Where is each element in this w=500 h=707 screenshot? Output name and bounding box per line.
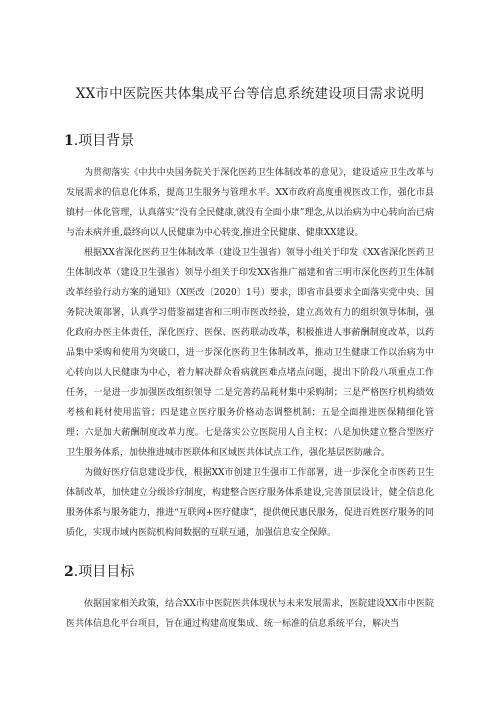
- paragraph: 依据国家相关政策，结合XX市中医院医共体现状与未来发展需求，医院建设XX市中医院医共体信息化平台项目，旨在通过构建高度集成、统一标准的信息系统平台，解决当: [66, 599, 434, 629]
- paragraph: 为贯彻落实《中共中央国务院关于深化医药卫生体制改革的意见》，建设适应卫生改革与发展需求的信息化体系，提高卫生服务与管理水平。XX市政府高度重视医改工作，强化市县镇村一体化管理，认真落实“没有全民健康,就没有全面小康”理念,从以治病为中心转向治已病与治未病并重,最终向以人民健康为中心转变,推进全民健康、健康XX建设。: [66, 168, 434, 238]
- section-heading: [62, 561, 438, 581]
- section-number: 1: [64, 133, 74, 149]
- section-goals: [62, 561, 438, 634]
- section-number: 2: [64, 564, 74, 580]
- section-title: .项目目标: [73, 564, 135, 580]
- document-title: XX市中医院医共体集成平台等信息系统建设项目需求说明: [75, 86, 425, 102]
- section-title: .项目背景: [73, 133, 135, 149]
- section-heading: [62, 130, 438, 150]
- section-background: [62, 130, 438, 543]
- paragraph: 为做好医疗信息建设步伐，根据XX市创建卫生强市工作部署，进一步深化全市医药卫生体制改革，加快建立分级诊疗制度，构建整合医疗服务体系建设,完善顶层设计，健全信息化服务体系与服务能力，推进“互联网+医疗健康”，提供便民惠民服务，促进百姓医疗服务的同质化，实现市域内医院机构间数据的互联互通，加强信息安全保障。: [66, 468, 434, 538]
- paragraph: 根据XX省深化医药卫生体制改革（建设卫生强省）领导小组关于印发《XX省深化医药卫生体制改革（建设卫生强省）领导小组关于印发XX省推广福建和省三明市深化医药卫生体制改革经验行动方案的通知》（X医改〔2020〕1号）要求，即省市县要求全面落实党中央、国务院决策部署，认真学习借鉴福建省和三明市医改经验，建立高效有力的组织领导体制，强化政府办医主体责任，深化医疗、医保、医药联动改革，积极推进人事薪酬制度改革，以药品集中采购和使用为突破口，进一步深化医药卫生体制改革，推动卫生健康工作以治病为中心转向以人民健康为中心，着力解决群众看病就医难点堵点问题，提出下阶段八项重点工作任务，一是进一步加强医改组织领导 二是完善药品耗材集中采购制；三是严格医疗机构绩效考核和耗材使用监管；四是建立医疗服务价格动态调整机制；五是全面推进医保精细化管理；六是加大薪酬制度改革力度。七是落实公立医院用人自主权；八是加快建立整合型医疗卫生服务体系，加快推进城市医联体和区域医共体试点工作，强化基层医防融合。: [66, 248, 434, 458]
